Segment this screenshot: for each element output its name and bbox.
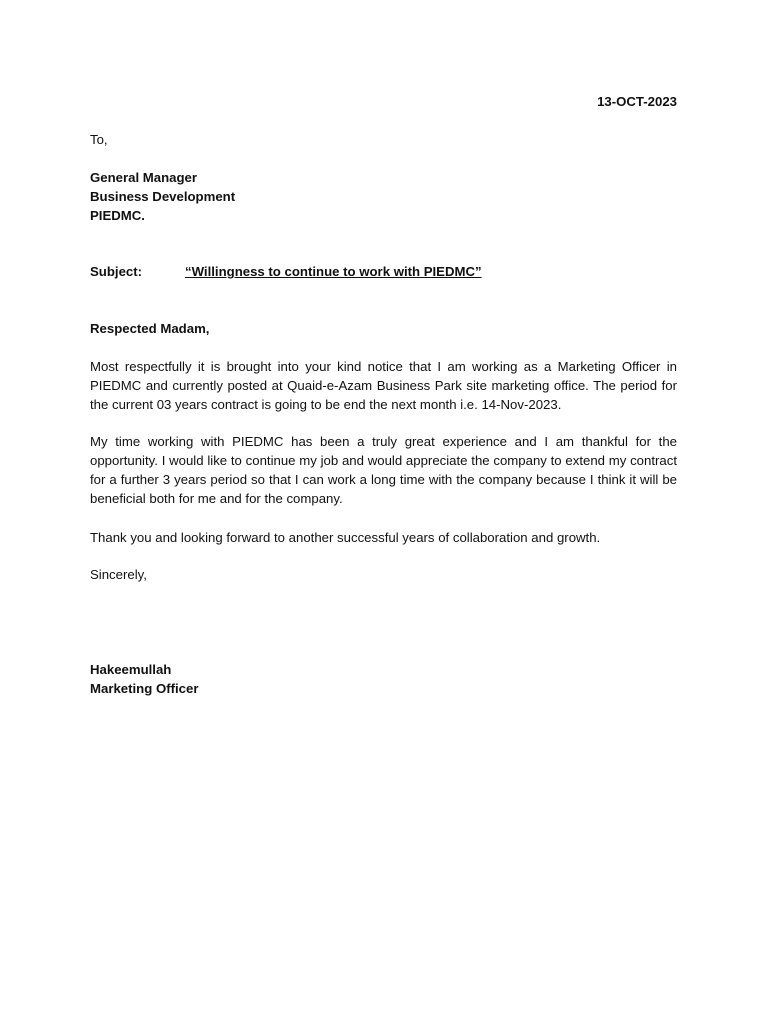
paragraph-1: Most respectfully it is brought into your kind notice that I am working as a Marketing Officer in PIEDMC and currently posted at Quaid-e-Azam Business Park site marketing office. The period for the current 03 years contract is going to be end the next month i.e. 14-Nov-2023. xyxy=(90,359,677,412)
recipient-organization: PIEDMC. xyxy=(90,208,145,223)
salutation xyxy=(90,319,677,338)
paragraph-3: Thank you and looking forward to another successful years of collaboration and growth. xyxy=(90,530,601,545)
closing: Sincerely, xyxy=(90,567,147,582)
letter-date: 13-OCT-2023 xyxy=(597,94,677,109)
recipient-title: General Manager xyxy=(90,170,198,185)
subject-line xyxy=(90,262,677,281)
to-line: To, xyxy=(90,132,108,147)
signer-designation: Marketing Officer xyxy=(90,681,199,696)
subject-text: “Willingness to continue to work with PIEDMC” xyxy=(185,264,482,279)
signature-block xyxy=(90,660,677,698)
recipient-block xyxy=(90,168,677,225)
salutation-text: Respected Madam xyxy=(90,321,206,336)
subject-label: Subject: xyxy=(90,264,143,279)
signer-name: Hakeemullah xyxy=(90,662,172,677)
recipient-department: Business Development xyxy=(90,189,236,204)
paragraph-2: My time working with PIEDMC has been a truly great experience and I am thankful for the opportunity. I would like to continue my job and would appreciate the company to extend my contract for a further 3 years period so that I can work a long time with the company because I think it will be beneficial both for me and for the company. xyxy=(90,434,677,506)
salutation-punct: , xyxy=(205,321,210,336)
